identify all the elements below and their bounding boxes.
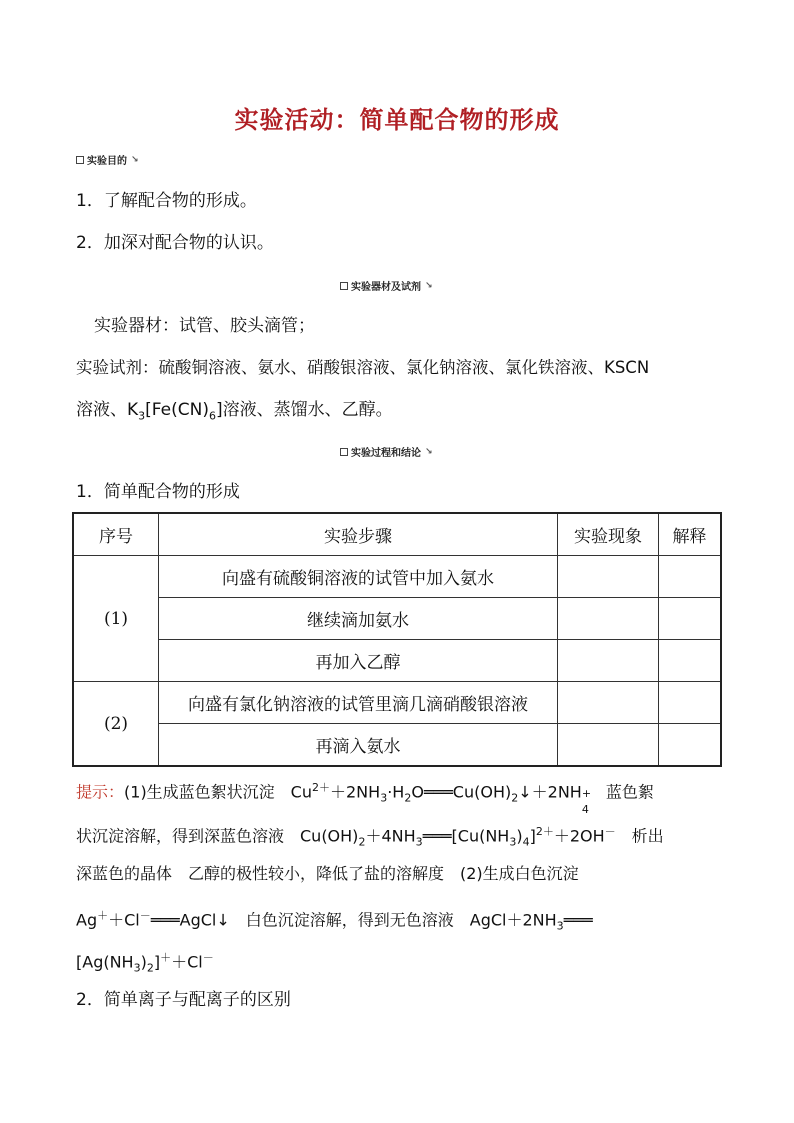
part2-heading: 2．简单离子与配离子的区别 xyxy=(76,990,291,1010)
slash-decoration-icon: ↘ xyxy=(131,154,139,165)
hint-label: 提示： xyxy=(76,782,125,802)
step-cell: 向盛有硫酸铜溶液的试管中加入氨水 xyxy=(159,556,558,598)
section-tag-purpose: 实验目的 ↘ xyxy=(76,152,139,167)
part1-heading: 1．简单配合物的形成 xyxy=(76,482,240,502)
step-cell: 再加入乙醇 xyxy=(159,640,558,682)
phenomenon-cell xyxy=(558,556,659,598)
group-1-label: (1) xyxy=(73,556,159,682)
square-bullet-icon xyxy=(340,282,348,290)
section-tag-process: 实验过程和结论 ↘ xyxy=(340,444,433,459)
page-title: 实验活动：简单配合物的形成 xyxy=(234,106,560,134)
hint-line-4: Ag＋＋Cl－═══AgCl↓ 白色沉淀溶解，得到无色溶液 $AgCl+2NH_3═══$ xyxy=(76,909,593,933)
explanation-cell xyxy=(659,598,722,640)
table-row xyxy=(73,556,721,598)
table-row xyxy=(73,640,721,682)
reagents-line-2: 溶液、$K_3[Fe(CN)_6]$溶液、蒸馏水、乙醇。 xyxy=(76,400,393,423)
phenomenon-cell xyxy=(558,598,659,640)
square-bullet-icon xyxy=(340,448,348,456)
explanation-cell xyxy=(659,556,722,598)
experiment-table xyxy=(72,512,722,767)
purpose-item-1: 1．了解配合物的形成。 xyxy=(76,191,257,211)
slash-decoration-icon: ↘ xyxy=(425,280,433,291)
hint-line-3: 深蓝色的晶体 乙醇的极性较小，降低了盐的溶解度 (2)生成白色沉淀 xyxy=(76,864,579,883)
phenomenon-cell xyxy=(558,640,659,682)
explanation-cell xyxy=(659,724,722,767)
section-tag-materials: 实验器材及试剂 ↘ xyxy=(340,278,433,293)
purpose-item-2: 2．加深对配合物的认识。 xyxy=(76,233,274,253)
step-cell: 再滴入氨水 xyxy=(159,724,558,767)
phenomenon-cell xyxy=(558,682,659,724)
table-row xyxy=(73,724,721,767)
step-cell: 向盛有氯化钠溶液的试管里滴几滴硝酸银溶液 xyxy=(159,682,558,724)
slash-decoration-icon: ↘ xyxy=(425,446,433,457)
table-header-row xyxy=(73,513,721,556)
equipment-line: 实验器材：试管、胶头滴管； xyxy=(94,316,315,336)
group-2-label: (2) xyxy=(73,682,159,767)
step-cell: 继续滴加氨水 xyxy=(159,598,558,640)
hint-line-1: 提示：(1)生成蓝色絮状沉淀 $Cu^{2+}+2NH_3\cdot H_2O═══Cu(OH)_2↓+2NH$ + 4 蓝色絮 xyxy=(76,781,654,817)
table-row xyxy=(73,682,721,724)
phenomenon-cell xyxy=(558,724,659,767)
header-phenomenon: 实验现象 xyxy=(558,513,659,556)
header-steps: 实验步骤 xyxy=(159,513,558,556)
table-row xyxy=(73,598,721,640)
explanation-cell xyxy=(659,640,722,682)
square-bullet-icon xyxy=(76,156,84,164)
reagents-line-1: 实验试剂：硫酸铜溶液、氨水、硝酸银溶液、氯化钠溶液、氯化铁溶液、KSCN xyxy=(76,358,650,377)
explanation-cell xyxy=(659,682,722,724)
header-index: 序号 xyxy=(73,513,159,556)
header-explanation: 解释 xyxy=(659,513,722,556)
hint-line-5: $[Ag(NH_3)_2]^++Cl^-$ xyxy=(76,951,214,975)
hint-line-2: 状沉淀溶解，得到深蓝色溶液 $Cu(OH)_2+4NH_3═══[Cu(NH_3)_4]^{2+}+2OH^-$ 析出 xyxy=(76,825,664,849)
